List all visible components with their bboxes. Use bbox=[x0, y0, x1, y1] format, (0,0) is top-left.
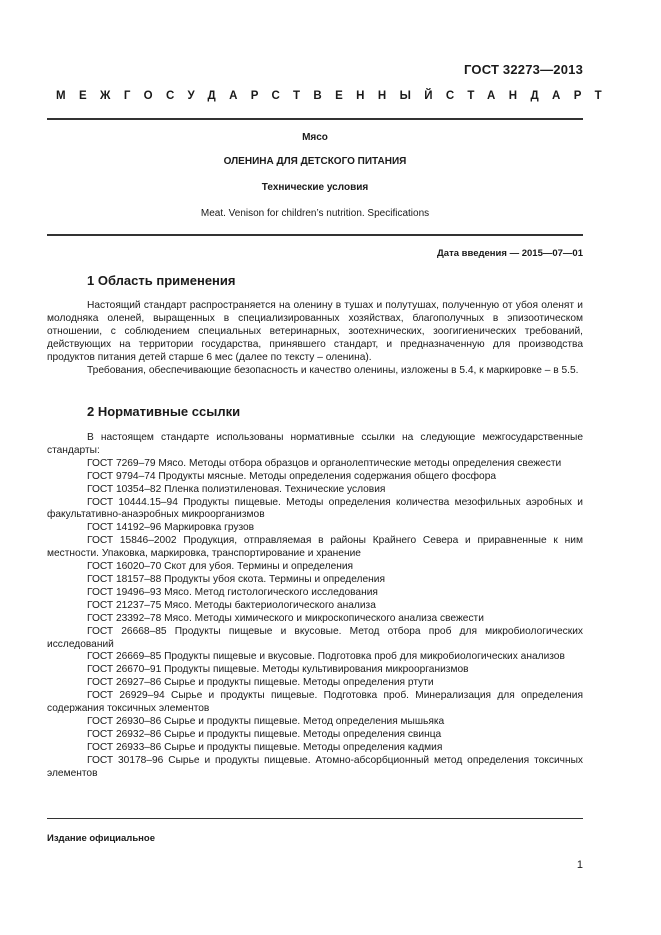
reference-item: ГОСТ 26927–86 Сырье и продукты пищевые. Методы определения ртути bbox=[87, 677, 434, 689]
reference-item: ГОСТ 7269–79 Мясо. Методы отбора образцов и органолептические методы определения свежести bbox=[87, 457, 562, 469]
reference-item: ГОСТ 26930–86 Сырье и продукты пищевые. Метод определения мышьяка bbox=[87, 715, 445, 727]
section-1-paragraph: Настоящий стандарт распространяется на оленину в тушах и полутушах, полученную от убоя оленят и молодняка оленей, выращенных в специализированных хозяйствах, благополучных в эпизоотическом отношении, с соблюдением специальных ветеринарных, зоотехнических, зоогигиенических требований, действующих на территории государства, принявшего стандарт, и предназначенную для производства продуктов питания детей старше 6 мес (далее по тексту – оленина). bbox=[47, 300, 583, 363]
reference-item: ГОСТ 15846–2002 Продукция, отправляемая в районы Крайнего Севера и приравненные к ним местности. Упаковка, маркировка, транспортирование и хранение bbox=[47, 535, 583, 560]
standard-type-word: СТАНДАРТ bbox=[445, 90, 616, 102]
references-intro: В настоящем стандарте использованы нормативные ссылки на следующие межгосударственные стандарты: bbox=[47, 432, 583, 456]
introduction-date bbox=[437, 248, 583, 259]
edition-label: Издание официальное bbox=[47, 833, 155, 844]
reference-item: ГОСТ 14192–96 Маркировка грузов bbox=[87, 522, 255, 534]
reference-item: ГОСТ 10354–82 Пленка полиэтиленовая. Технические условия bbox=[87, 483, 386, 495]
standard-type-heading bbox=[56, 90, 616, 102]
header-divider bbox=[47, 118, 583, 120]
reference-item: ГОСТ 10444.15–94 Продукты пищевые. Методы определения количества мезофильных аэробных и факультативно-анаэробных микроорганизмов bbox=[47, 496, 583, 521]
english-title: Meat. Venison for children’s nutrition. Specifications bbox=[200, 208, 430, 219]
subject-label: Мясо bbox=[302, 132, 328, 143]
introduction-date-value: — 2015—07—01 bbox=[509, 248, 583, 259]
reference-item: ГОСТ 26670–91 Продукты пищевые. Методы культивирования микроорганизмов bbox=[87, 664, 469, 676]
introduction-date-label: Дата введения bbox=[437, 248, 507, 259]
document-subtitle: Технические условия bbox=[261, 182, 369, 193]
reference-item: ГОСТ 26668–85 Продукты пищевые и вкусовые. Метод отбора проб для микробиологических исследований bbox=[47, 625, 583, 650]
reference-item: ГОСТ 19496–93 Мясо. Метод гистологического исследования bbox=[87, 586, 378, 598]
title-divider bbox=[47, 234, 583, 236]
section-2-heading: 2 Нормативные ссылки bbox=[87, 404, 241, 419]
reference-item: ГОСТ 23392–78 Мясо. Методы химического и микроскопического анализа свежести bbox=[87, 612, 484, 624]
standard-type-word: МЕЖГОСУДАРСТВЕННЫЙ bbox=[56, 90, 446, 102]
reference-item: ГОСТ 16020–70 Скот для убоя. Термины и определения bbox=[87, 561, 354, 573]
reference-item: ГОСТ 9794–74 Продукты мясные. Методы определения содержания общего фосфора bbox=[87, 470, 497, 482]
footer-divider bbox=[47, 818, 583, 819]
document-title: ОЛЕНИНА ДЛЯ ДЕТСКОГО ПИТАНИЯ bbox=[223, 156, 407, 167]
reference-item: ГОСТ 30178–96 Сырье и продукты пищевые. Атомно-абсорбционный метод определения токсичных элементов bbox=[47, 754, 583, 779]
reference-item: ГОСТ 26669–85 Продукты пищевые и вкусовые. Подготовка проб для микробиологических анализов bbox=[87, 651, 565, 663]
reference-item: ГОСТ 21237–75 Мясо. Методы бактериологического анализа bbox=[87, 599, 376, 611]
reference-item: ГОСТ 26932–86 Сырье и продукты пищевые. Методы определения свинца bbox=[87, 728, 442, 740]
reference-item: ГОСТ 26929–94 Сырье и продукты пищевые. Подготовка проб. Минерализация для определения содержания токсичных элементов bbox=[47, 690, 583, 715]
section-1-heading: 1 Область применения bbox=[87, 273, 236, 288]
section-1-paragraph: Требования, обеспечивающие безопасность и качество оленины, изложены в 5.4, к маркировке – в 5.5. bbox=[87, 364, 579, 376]
section-1-body bbox=[47, 300, 583, 377]
reference-item: ГОСТ 26933–86 Сырье и продукты пищевые. Методы определения кадмия bbox=[87, 741, 443, 753]
normative-references-list bbox=[47, 432, 583, 780]
document-number: ГОСТ 32273—2013 bbox=[464, 62, 583, 77]
reference-item: ГОСТ 18157–88 Продукты убоя скота. Термины и определения bbox=[87, 573, 385, 585]
page-number: 1 bbox=[576, 859, 583, 871]
